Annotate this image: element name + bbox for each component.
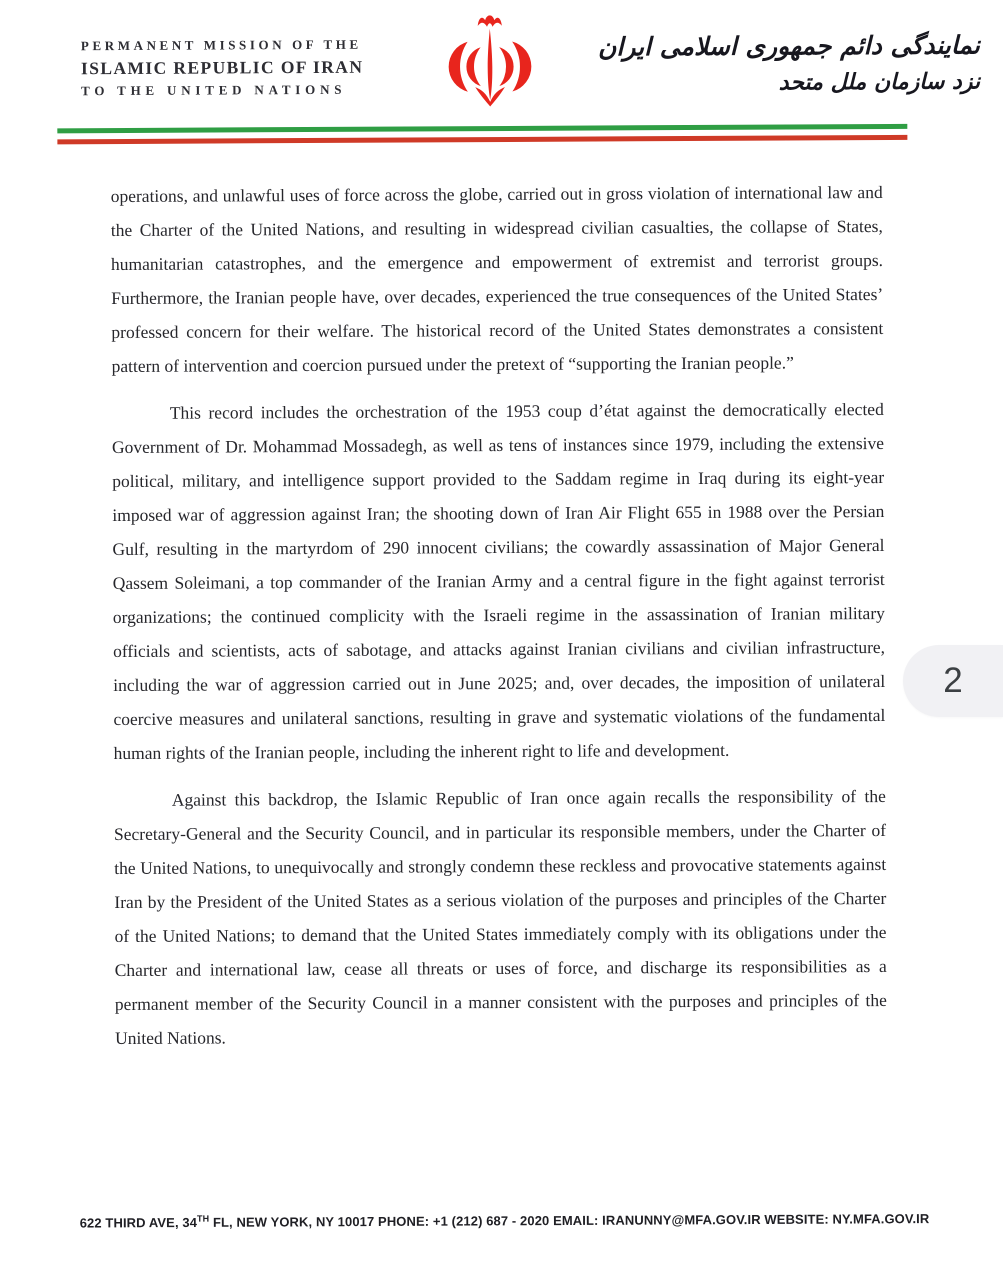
red-stripe-rule [57,135,907,144]
footer-address-suffix: FL, NEW YORK, NY 10017 PHONE: +1 (212) 687 - 2020 EMAIL: IRANUNNY@MFA.GOV.IR WEBSITE: NY.MFA.GOV.IR [209,1211,930,1230]
iran-emblem-icon [442,10,539,113]
mission-title-line3: TO THE UNITED NATIONS [81,81,347,99]
letterhead-persian [598,25,980,101]
paragraph-1: operations, and unlawful uses of force across the globe, carried out in gross violation of international law and the Charter of the United Nations, and resulting in widespread civilian casualties, the collapse of States, humanitarian catastrophes, and the emergence and empowerment of extremist and terrorist groups. Furthermore, the Iranian people have, over decades, experienced the true consequences of the United States’ professed concern for their welfare. The historical record of the United States demonstrates a consistent pattern of intervention and coercion pursued under the pretext of “supporting the Iranian people.” [110,181,884,377]
paragraph-2: This record includes the orchestration of the 1953 coup d’état against the democratically elected Government of Dr. Mohammad Mossadegh, as well as tens of instances since 1979, including the extensive political, military, and intelligence support provided to the Saddam regime in Iraq during its eight-year imposed war of aggression against Iran; the shooting down of Iran Air Flight 655 in 1988 over the Persian Gulf, resulting in the martyrdom of 290 innocent civilians; the cowardly assassination of Major General Qassem Soleimani, a top commander of the Iranian Army and a central figure in the fight against terrorist organizations; the continued complicity with the Israeli regime in the assassination of Iranian military officials and scientists, acts of sabotage, and attacks against Iranian civilians and civilian infrastructure, including the war of aggression carried out in June 2025; and, over decades, the imposition of unilateral coercive measures and unilateral sanctions, resulting in grave and systematic violations of the fundamental human rights of the Iranian people, including the inherent right to life and development. [111,398,886,764]
footer-address-ordinal: TH [196,1213,210,1224]
mission-title-line1: PERMANENT MISSION OF THE [80,36,362,54]
page-number-badge [903,645,1003,717]
paragraph-3: Against this backdrop, the Islamic Republic of Iran once again recalls the responsibility of the Secretary-General and the Security Council, and in particular its responsible members, under the Charter of the United Nations, to unequivocally and strongly condemn these reckless and provocative statements against Iran by the President of the United States as a serious violation of the purposes and principles of the Charter of the United Nations; to demand that the United States immediately comply with its obligations under the Charter and international law, cease all threats or uses of force, and discharge its responsibilities as a permanent member of the Security Council in a manner consistent with the purposes and principles of the United Nations. [113,785,887,1049]
persian-title-line2: نزد سازمان ملل متحد [778,69,981,96]
green-stripe-rule [57,124,907,133]
footer-address [3,1209,1003,1231]
persian-title-line1: نمایندگی دائم جمهوری اسلامی ایران [597,30,980,62]
page-number: 2 [943,661,963,700]
footer-address-prefix: 622 THIRD AVE, 34 [79,1214,198,1231]
mission-title-line2: ISLAMIC REPUBLIC OF IRAN [80,56,364,79]
letterhead-english [81,37,364,99]
letter-body [111,175,888,1055]
